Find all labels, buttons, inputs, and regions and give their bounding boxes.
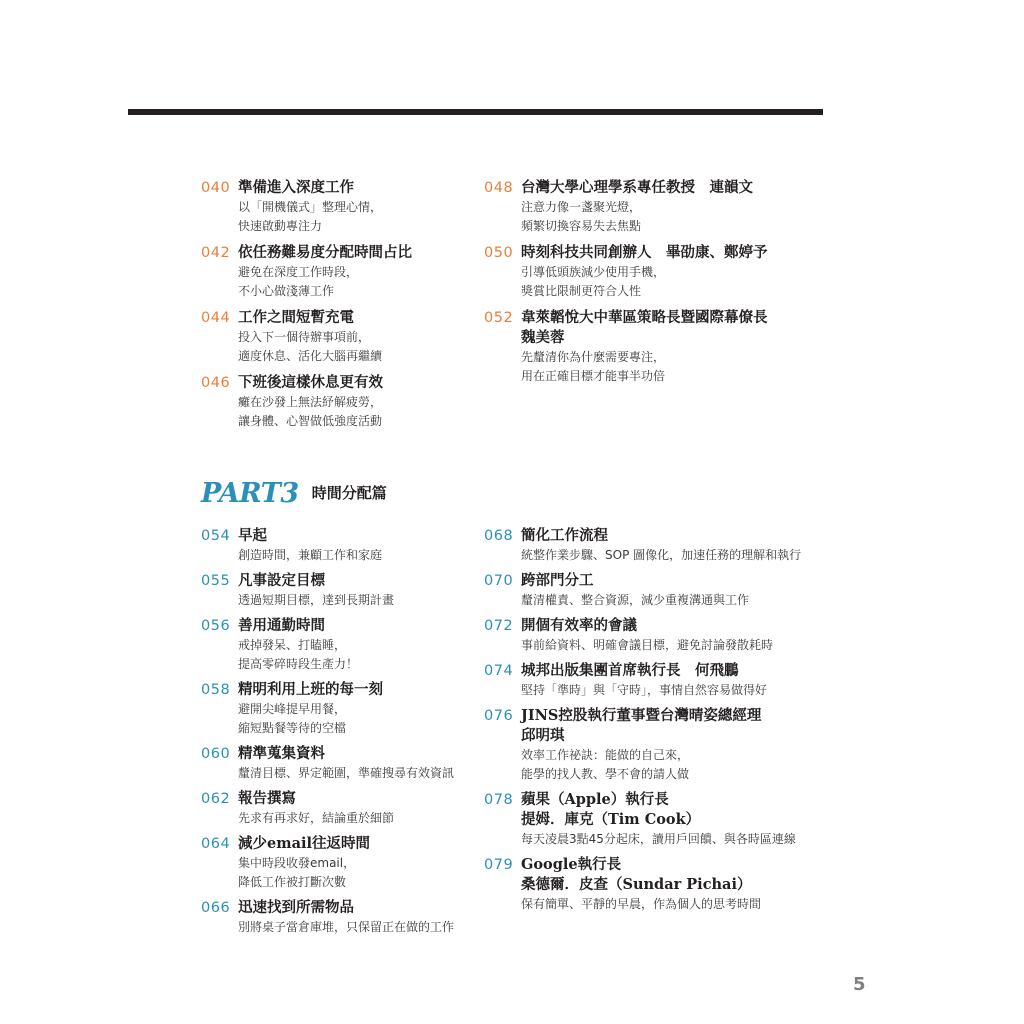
toc-entry-title-line: 減少email往返時間 bbox=[238, 835, 370, 852]
toc-page-number: 076 bbox=[484, 708, 514, 724]
toc-entry-title-line: 提姆．庫克（Tim Cook） bbox=[521, 811, 701, 828]
toc-entry-description bbox=[238, 636, 476, 674]
toc-entry-title-line: Google執行長 bbox=[521, 856, 622, 873]
toc-entry-title bbox=[238, 178, 471, 198]
toc-entry-description-line: 釐清目標、界定範圍，準確搜尋有效資訊 bbox=[238, 766, 455, 780]
toc-entry-description bbox=[521, 263, 824, 301]
toc-entry bbox=[201, 243, 471, 301]
toc-entry-title bbox=[521, 308, 824, 348]
toc-page-number: 056 bbox=[201, 618, 231, 634]
toc-entry-title bbox=[521, 661, 824, 681]
toc-entry-title-line: 準備進入深度工作 bbox=[238, 179, 354, 196]
toc-entry-description-line: 獎賞比限制更符合人性 bbox=[521, 284, 642, 298]
toc-entry-title bbox=[238, 526, 476, 546]
toc-entry-title-line: 城邦出版集團首席執行長 何飛鵬 bbox=[521, 662, 739, 679]
toc-entry-description bbox=[238, 854, 476, 892]
toc-entry-description bbox=[238, 328, 471, 366]
toc-entry-description-line: 創造時間，兼顧工作和家庭 bbox=[238, 548, 383, 562]
toc-entry-description bbox=[238, 546, 476, 565]
toc-entry-title bbox=[521, 855, 824, 895]
toc-page-number: 042 bbox=[201, 245, 231, 261]
toc-entry-title bbox=[521, 178, 824, 198]
toc-entry-description-line: 降低工作被打斷次數 bbox=[238, 875, 347, 889]
toc-page-number: 052 bbox=[484, 310, 514, 326]
toc-entry-description-line: 避開尖峰提早用餐， bbox=[238, 702, 347, 716]
toc-entry-description-line: 注意力像一盞聚光燈， bbox=[521, 200, 642, 214]
toc-entry bbox=[484, 855, 824, 914]
toc-entry-title bbox=[238, 373, 471, 393]
toc-entry bbox=[484, 616, 824, 655]
toc-page-number: 062 bbox=[201, 791, 231, 807]
toc-entry-description bbox=[238, 393, 471, 431]
toc-entry-title-line: 跨部門分工 bbox=[521, 572, 594, 589]
toc-entry-title-line: 工作之間短暫充電 bbox=[238, 309, 354, 326]
toc-entry-description-line: 讓身體、心智做低強度活動 bbox=[238, 414, 383, 428]
toc-entry-title-line: 善用通勤時間 bbox=[238, 617, 325, 634]
toc-page-number: 046 bbox=[201, 375, 231, 391]
toc-entry-title-line: 早起 bbox=[238, 527, 267, 544]
toc-entry-description-line: 投入下一個待辦事項前， bbox=[238, 330, 371, 344]
toc-entry-title-line: 迅速找到所需物品 bbox=[238, 899, 354, 916]
toc-page-number: 040 bbox=[201, 180, 231, 196]
toc-entry-description bbox=[238, 700, 476, 738]
toc-entry bbox=[201, 789, 476, 828]
toc-column-top-left bbox=[201, 178, 471, 438]
toc-entry-title-line: 開個有效率的會議 bbox=[521, 617, 637, 634]
toc-entry-title bbox=[521, 616, 824, 636]
toc-page-number: 048 bbox=[484, 180, 514, 196]
toc-entry-description-line: 提高零碎時段生產力！ bbox=[238, 657, 359, 671]
toc-entry-description-line: 頻繁切換容易失去焦點 bbox=[521, 219, 642, 233]
toc-entry-title bbox=[521, 706, 824, 746]
toc-entry-title bbox=[238, 308, 471, 328]
toc-entry-description bbox=[521, 546, 824, 565]
toc-entry-title bbox=[238, 789, 476, 809]
toc-entry-description bbox=[238, 198, 471, 236]
toc-column-top-right bbox=[484, 178, 824, 393]
toc-page-number: 066 bbox=[201, 900, 231, 916]
toc-entry bbox=[201, 571, 476, 610]
toc-page-number: 064 bbox=[201, 836, 231, 852]
toc-entry-title-line: 邱明琪 bbox=[521, 727, 565, 744]
toc-entry bbox=[484, 790, 824, 849]
toc-entry-description-line: 適度休息、活化大腦再繼續 bbox=[238, 349, 383, 363]
toc-entry bbox=[201, 616, 476, 674]
toc-entry-description-line: 戒掉發呆、打瞌睡， bbox=[238, 638, 347, 652]
toc-entry-title-line: 魏美蓉 bbox=[521, 329, 565, 346]
toc-entry-title bbox=[238, 243, 471, 263]
toc-page-number: 074 bbox=[484, 663, 514, 679]
toc-entry-title-line: 報告撰寫 bbox=[238, 790, 296, 807]
toc-entry-description bbox=[521, 746, 824, 784]
toc-page-number: 050 bbox=[484, 245, 514, 261]
toc-entry-title bbox=[238, 898, 476, 918]
toc-entry-description-line: 引導低頭族減少使用手機， bbox=[521, 265, 666, 279]
toc-entry bbox=[484, 661, 824, 700]
toc-entry bbox=[484, 571, 824, 610]
toc-entry-description-line: 先釐清你為什麼需要專注， bbox=[521, 350, 666, 364]
toc-entry-description-line: 保有簡單、平靜的早晨，作為個人的思考時間 bbox=[521, 897, 762, 911]
toc-entry-description-line: 避免在深度工作時段， bbox=[238, 265, 359, 279]
toc-entry-description-line: 釐清權責、整合資源，減少重複溝通與工作 bbox=[521, 593, 750, 607]
toc-entry-title-line: 精準蒐集資料 bbox=[238, 745, 325, 762]
toc-entry bbox=[484, 526, 824, 565]
toc-page-number: 060 bbox=[201, 746, 231, 762]
part-label: PART3 bbox=[201, 478, 299, 509]
toc-entry-description bbox=[238, 809, 476, 828]
toc-entry-title bbox=[238, 744, 476, 764]
toc-entry bbox=[201, 834, 476, 892]
toc-entry-title-line: JINS控股執行董事暨台灣晴姿總經理 bbox=[521, 707, 762, 724]
toc-entry bbox=[201, 744, 476, 783]
toc-entry-title-line: 依任務難易度分配時間占比 bbox=[238, 244, 412, 261]
toc-entry-description bbox=[238, 591, 476, 610]
top-rule bbox=[128, 109, 823, 115]
toc-entry-description-line: 事前給資料、明確會議目標，避免討論發散耗時 bbox=[521, 638, 774, 652]
toc-entry-description-line: 別將桌子當倉庫堆，只保留正在做的工作 bbox=[238, 920, 455, 934]
toc-entry bbox=[201, 526, 476, 565]
toc-page-number: 070 bbox=[484, 573, 514, 589]
toc-entry-description-line: 效率工作祕訣：能做的自己來， bbox=[521, 748, 690, 762]
toc-entry-title-line: 凡事設定目標 bbox=[238, 572, 325, 589]
toc-entry-description bbox=[521, 591, 824, 610]
toc-entry-title bbox=[521, 526, 824, 546]
toc-column-part3-right bbox=[484, 526, 824, 920]
toc-entry-description-line: 集中時段收發email， bbox=[238, 856, 356, 870]
toc-page-number: 044 bbox=[201, 310, 231, 326]
toc-entry-description-line: 縮短點餐等待的空檔 bbox=[238, 721, 347, 735]
toc-entry bbox=[201, 308, 471, 366]
toc-entry-title bbox=[521, 571, 824, 591]
toc-entry-description-line: 癱在沙發上無法紓解疲勞， bbox=[238, 395, 383, 409]
toc-entry bbox=[484, 243, 824, 301]
toc-entry-description-line: 快速啟動專注力 bbox=[238, 219, 323, 233]
toc-entry-description-line: 用在正確目標才能事半功倍 bbox=[521, 369, 666, 383]
toc-entry-title bbox=[238, 571, 476, 591]
toc-entry-title-line: 時刻科技共同創辦人 畢劭康、鄭婷予 bbox=[521, 244, 768, 261]
toc-entry-title-line: 精明利用上班的每一刻 bbox=[238, 681, 383, 698]
toc-entry-title-line: 下班後這樣休息更有效 bbox=[238, 374, 383, 391]
toc-entry bbox=[484, 706, 824, 784]
toc-entry-description-line: 每天凌晨3點45分起床，讀用戶回饋、與各時區連線 bbox=[521, 832, 796, 846]
toc-page-number: 072 bbox=[484, 618, 514, 634]
toc-entry-description-line: 透過短期目標，達到長期計畫 bbox=[238, 593, 395, 607]
toc-entry-description bbox=[521, 636, 824, 655]
toc-entry bbox=[201, 898, 476, 937]
toc-entry-description-line: 統整作業步驟、SOP 圖像化，加速任務的理解和執行 bbox=[521, 548, 802, 562]
toc-entry-description bbox=[521, 348, 824, 386]
toc-page-number: 054 bbox=[201, 528, 231, 544]
toc-entry-description-line: 以「開機儀式」整理心情， bbox=[238, 200, 383, 214]
toc-entry-description bbox=[521, 830, 824, 849]
toc-entry-description bbox=[238, 764, 476, 783]
part-title: 時間分配篇 bbox=[311, 484, 387, 502]
toc-entry-title bbox=[238, 680, 476, 700]
toc-entry-description-line: 能學的找人教、學不會的請人做 bbox=[521, 767, 690, 781]
toc-entry-description bbox=[238, 263, 471, 301]
toc-entry-title bbox=[238, 616, 476, 636]
toc-entry-title bbox=[521, 790, 824, 830]
toc-entry bbox=[484, 178, 824, 236]
toc-page-number: 079 bbox=[484, 857, 514, 873]
toc-entry bbox=[201, 373, 471, 431]
page-number: 5 bbox=[853, 974, 866, 995]
toc-entry-description-line: 堅持「準時」與「守時」，事情自然容易做得好 bbox=[521, 683, 768, 697]
toc-entry-title-line: 台灣大學心理學系專任教授 連韻文 bbox=[521, 179, 753, 196]
toc-entry bbox=[484, 308, 824, 386]
toc-entry-title bbox=[521, 243, 824, 263]
toc-page-number: 058 bbox=[201, 682, 231, 698]
toc-page-number: 055 bbox=[201, 573, 231, 589]
toc-entry bbox=[201, 178, 471, 236]
toc-entry-description-line: 先求有再求好，結論重於細節 bbox=[238, 811, 395, 825]
toc-page-number: 068 bbox=[484, 528, 514, 544]
toc-entry-title-line: 韋萊韜悅大中華區策略長暨國際幕僚長 bbox=[521, 309, 768, 326]
toc-entry-description bbox=[521, 895, 824, 914]
toc-entry-description bbox=[521, 681, 824, 700]
toc-entry-title-line: 蘋果（Apple）執行長 bbox=[521, 791, 669, 808]
toc-entry-title bbox=[238, 834, 476, 854]
toc-column-part3-left bbox=[201, 526, 476, 943]
toc-entry-description bbox=[521, 198, 824, 236]
toc-entry-title-line: 簡化工作流程 bbox=[521, 527, 608, 544]
toc-entry-title-line: 桑德爾．皮查（Sundar Pichai） bbox=[521, 876, 752, 893]
toc-entry bbox=[201, 680, 476, 738]
toc-page-number: 078 bbox=[484, 792, 514, 808]
part-header bbox=[201, 478, 387, 518]
toc-entry-description bbox=[238, 918, 476, 937]
toc-entry-description-line: 不小心做淺薄工作 bbox=[238, 284, 335, 298]
